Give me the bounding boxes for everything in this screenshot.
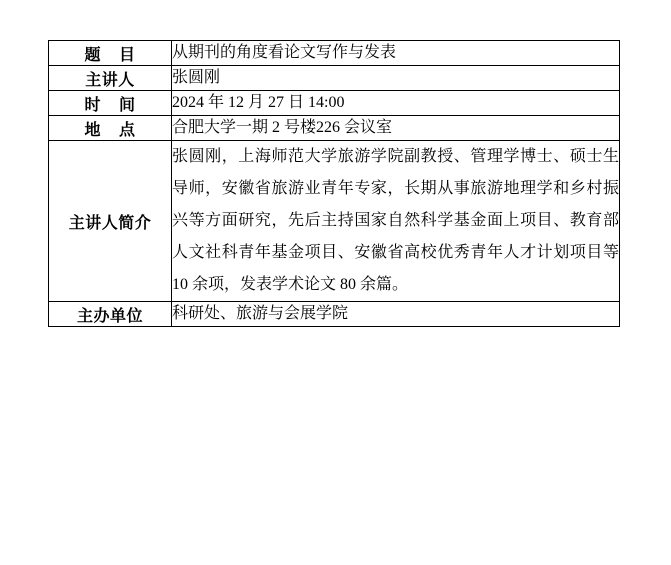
table-row bbox=[49, 116, 620, 141]
row-value-time: 2024 年 12 月 27 日 14:00 bbox=[172, 91, 620, 116]
row-label-bio: 主讲人简介 bbox=[49, 141, 172, 302]
seminar-info-table bbox=[48, 40, 620, 327]
label-text: 时 间 bbox=[84, 96, 136, 114]
row-label-time bbox=[49, 91, 172, 116]
table-row bbox=[49, 302, 620, 327]
table-row bbox=[49, 91, 620, 116]
row-value-title: 从期刊的角度看论文写作与发表 bbox=[172, 41, 620, 66]
label-text: 主讲人 bbox=[85, 71, 135, 89]
label-text: 地 点 bbox=[84, 121, 136, 139]
label-text: 主办单位 bbox=[76, 307, 143, 325]
row-value-organizer: 科研处、旅游与会展学院 bbox=[172, 302, 620, 327]
table-row-bio bbox=[49, 141, 620, 302]
row-value-location: 合肥大学一期 2 号楼226 会议室 bbox=[172, 116, 620, 141]
label-text: 题 目 bbox=[84, 46, 136, 64]
row-label-speaker bbox=[49, 66, 172, 91]
table-row bbox=[49, 66, 620, 91]
table-row bbox=[49, 41, 620, 66]
row-value-speaker: 张圆刚 bbox=[172, 66, 620, 91]
row-label-location bbox=[49, 116, 172, 141]
row-label-title bbox=[49, 41, 172, 66]
row-label-organizer bbox=[49, 302, 172, 327]
row-value-bio: 张圆刚，上海师范大学旅游学院副教授、管理学博士、硕士生导师，安徽省旅游业青年专家，长期从事旅游地理学和乡村振兴等方面研究，先后主持国家自然科学基金面上项目、教育部人文社科青年基金项目、安徽省高校优秀青年人才计划项目等 10 余项，发表学术论文 80 余篇。 bbox=[172, 141, 620, 302]
